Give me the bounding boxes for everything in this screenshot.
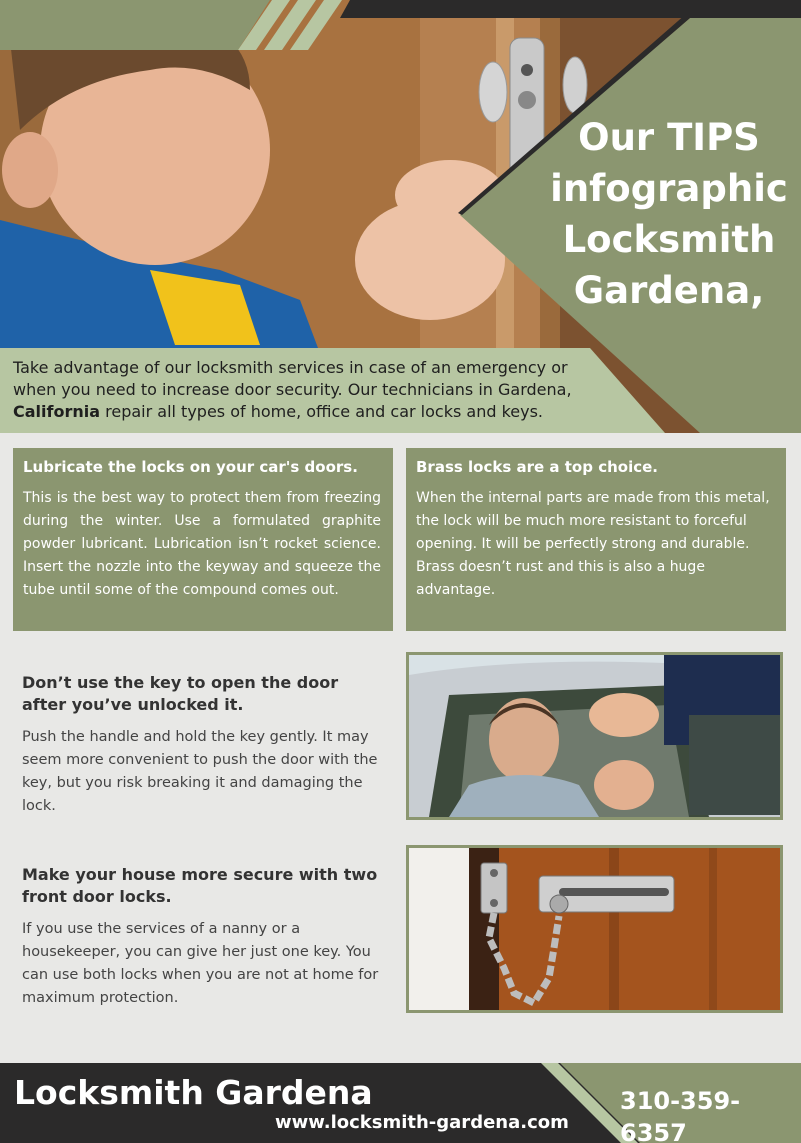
tip-card-brass <box>406 448 786 631</box>
tip-title: Lubricate the locks on your car's doors. <box>23 458 358 476</box>
footer-brand-name: Locksmith Gardena <box>14 1073 373 1112</box>
title-line-2: infographic <box>550 167 788 210</box>
tip-title: Make your house more secure with two front door locks. <box>22 865 378 906</box>
intro-text-bold: California <box>13 402 101 421</box>
intro-text-part2: repair all types of home, office and car locks and keys. <box>100 402 544 421</box>
title-line-1: Our TIPS <box>578 116 760 159</box>
infographic-title <box>549 112 789 316</box>
tip-key-door <box>22 672 382 818</box>
intro-paragraph <box>13 357 613 423</box>
tip-two-locks <box>22 864 382 1010</box>
title-line-4: Gardena, <box>573 269 765 312</box>
tip-title: Don’t use the key to open the door after you’ve unlocked it. <box>22 673 339 714</box>
tip-body: If you use the services of a nanny or a housekeeper, you can give her just one key. You can use both locks when you are not at home for maximum protection. <box>22 921 379 1006</box>
footer-website-link[interactable]: www.locksmith-gardena.com <box>275 1112 569 1133</box>
footer-phone-number[interactable]: 310-359-6357 <box>620 1087 741 1143</box>
door-chain-image <box>409 848 780 1010</box>
tip-body: When the internal parts are made from this metal, the lock will be much more resistant to forceful opening. It will be perfectly strong and durable. Brass doesn’t rust and this is also a huge advantage. <box>416 490 770 598</box>
car-key-photo <box>406 652 783 820</box>
title-line-3: Locksmith <box>562 218 776 261</box>
car-key-image <box>409 655 780 817</box>
hero-banner <box>0 0 801 433</box>
footer-bar <box>0 1063 801 1143</box>
tip-body: Push the handle and hold the key gently. It may seem more convenient to push the door with the key, but you risk breaking it and damaging the lock. <box>22 729 378 814</box>
tip-card-lubricate <box>13 448 393 631</box>
tip-title: Brass locks are a top choice. <box>416 458 658 476</box>
intro-text-part1: Take advantage of our locksmith services in case of an emergency or when you need to increase door security. Our technicians in Gardena, <box>13 358 572 399</box>
door-chain-photo <box>406 845 783 1013</box>
tip-body: This is the best way to protect them from freezing during the winter. Use a formulated graphite powder lubricant. Lubrication isn’t rocket science. Insert the nozzle into the keyway and squeeze the tube until some of the compound comes out. <box>23 490 381 598</box>
